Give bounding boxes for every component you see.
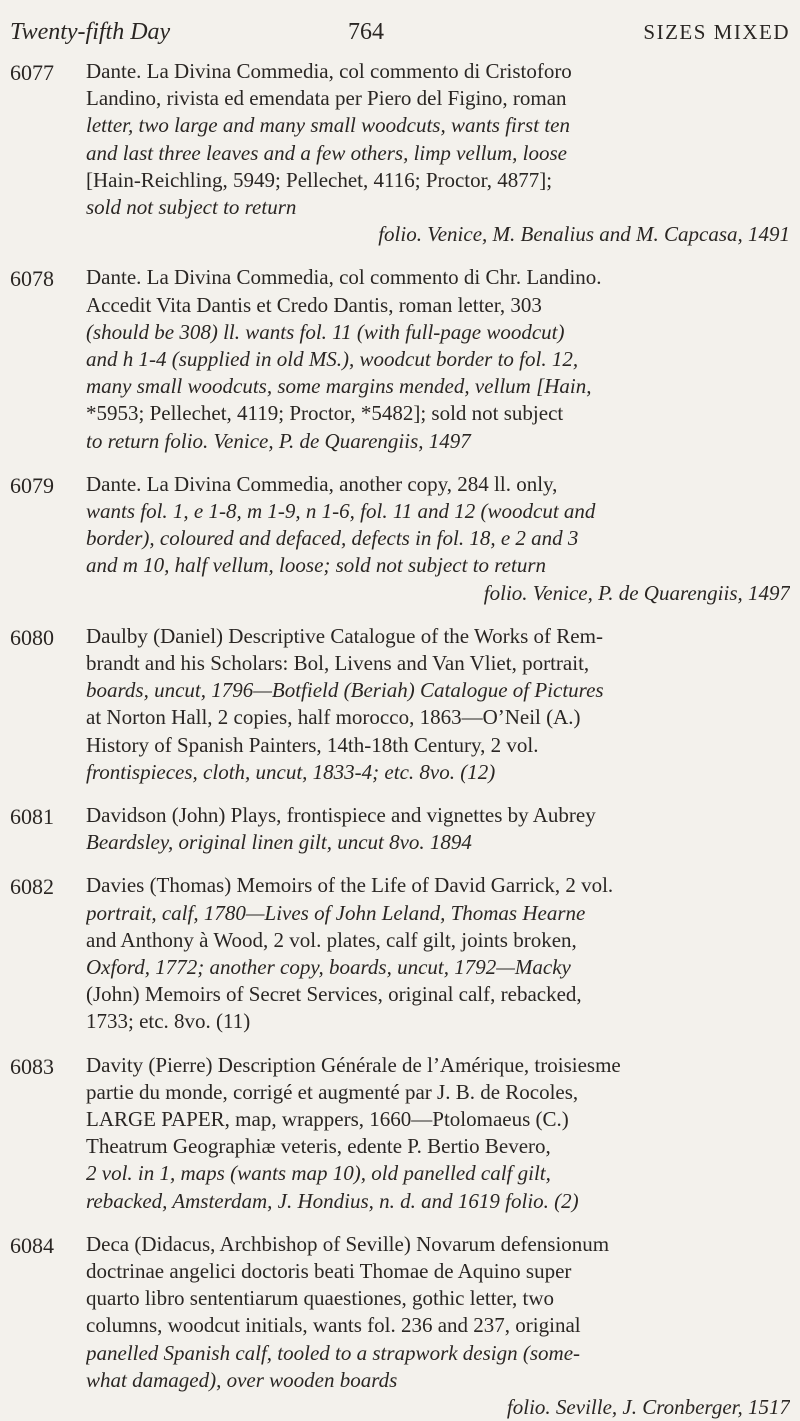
lot-line: and Anthony à Wood, 2 vol. plates, calf gilt, joints broken, <box>86 927 577 952</box>
lot-line: Beardsley, original linen gilt, uncut 8vo. 1894 <box>86 830 472 855</box>
lot-line: [Hain-Reichling, 5949; Pellechet, 4116; Proctor, 4877]; <box>86 167 553 192</box>
lot-line: and m 10, half vellum, loose; sold not subject to return <box>86 553 547 578</box>
lot-number: 6084 <box>10 1232 54 1258</box>
lot-line: and h 1-4 (supplied in old MS.), woodcut border to fol. 12, <box>86 347 579 371</box>
section-heading: SIZES MIXED <box>643 20 790 44</box>
lot-description <box>86 58 790 248</box>
lot-line: frontispieces, cloth, uncut, 1833-4; etc. 8vo. (12) <box>86 759 496 784</box>
lot-description <box>86 1231 790 1421</box>
lot-number: 6078 <box>10 266 54 292</box>
lot-number: 6082 <box>10 874 54 900</box>
lot-line: (John) Memoirs of Secret Services, original calf, rebacked, <box>86 982 582 1007</box>
lot-line: History of Spanish Painters, 14th-18th Century, 2 vol. <box>86 732 539 757</box>
lot-line: partie du monde, corrigé et augmenté par J. B. de Rocoles, <box>86 1079 579 1104</box>
day-heading: Twenty-fifth Day <box>10 19 171 45</box>
lot-description <box>86 802 790 856</box>
lot-number: 6079 <box>10 472 54 498</box>
lot-line: Daulby (Daniel) Descriptive Catalogue of the Works of Rem- <box>86 623 603 648</box>
lot-line: Dante. La Divina Commedia, col commento di Chr. Landino. <box>86 265 602 290</box>
lot-line: Accedit Vita Dantis et Credo Dantis, roman letter, 303 <box>86 292 542 317</box>
lot-line: wants fol. 1, e 1-8, m 1-9, n 1-6, fol. 11 and 12 (woodcut and <box>86 499 596 523</box>
lot-line: sold not subject to return <box>86 195 297 220</box>
lot-description <box>86 872 790 1035</box>
lot-line: doctrinae angelici doctoris beati Thomae de Aquino super <box>86 1259 572 1283</box>
lot-imprint: folio. Venice, P. de Quarengiis, 1497 <box>483 580 790 605</box>
lot-line: border), coloured and defaced, defects in fol. 18, e 2 and 3 <box>86 526 579 551</box>
lot-line: and last three leaves and a few others, limp vellum, loose <box>86 140 567 165</box>
lot-line: rebacked, Amsterdam, J. Hondius, n. d. and 1619 folio. (2) <box>86 1188 579 1213</box>
lot-imprint: folio. Venice, M. Benalius and M. Capcasa, 1491 <box>378 222 790 247</box>
lot-imprint: to return folio. Venice, P. de Quarengiis, 1497 <box>86 428 471 453</box>
lot-line: brandt and his Scholars: Bol, Livens and Van Vliet, portrait, <box>86 651 590 675</box>
lot-description <box>86 1052 790 1215</box>
lot-line: Deca (Didacus, Archbishop of Seville) Novarum defensionum <box>86 1231 610 1256</box>
lot-line: (should be 308) ll. wants fol. 11 (with full-page woodcut) <box>86 319 565 344</box>
lot-line: Davidson (John) Plays, frontispiece and vignettes by Aubrey <box>86 803 596 827</box>
page-number: 764 <box>348 19 384 45</box>
lot-description <box>86 623 790 786</box>
lot-imprint: folio. Seville, J. Cronberger, 1517 <box>506 1395 790 1420</box>
lot-line: letter, two large and many small woodcuts, wants first ten <box>86 113 570 138</box>
lot-line: Theatrum Geographiæ veteris, edente P. Bertio Bevero, <box>86 1134 551 1159</box>
lot-line: *5953; Pellechet, 4119; Proctor, *5482]; sold not subject <box>86 401 564 426</box>
lot-line: Davies (Thomas) Memoirs of the Life of David Garrick, 2 vol. <box>86 873 614 898</box>
lot-number: 6083 <box>10 1053 54 1079</box>
lot-line: Dante. La Divina Commedia, col commento di Cristoforo <box>86 59 572 83</box>
lot-line: Landino, rivista ed emendata per Piero del Figino, roman <box>86 86 567 111</box>
page-header <box>10 14 790 50</box>
lot-number: 6077 <box>10 60 54 85</box>
lot-line: 1733; etc. 8vo. (11) <box>86 1009 251 1034</box>
lot-line: boards, uncut, 1796—Botfield (Beriah) Catalogue of Pictures <box>86 678 604 703</box>
lot-line: columns, woodcut initials, wants fol. 236 and 237, original <box>86 1313 581 1338</box>
lot-number: 6081 <box>10 804 54 829</box>
lot-line: panelled Spanish calf, tooled to a strapwork design (some- <box>86 1340 581 1365</box>
lot-line: what damaged), over wooden boards <box>86 1367 398 1392</box>
lot-line: many small woodcuts, some margins mended, vellum [Hain, <box>86 374 592 399</box>
lot-line: 2 vol. in 1, maps (wants map 10), old panelled calf gilt, <box>86 1161 551 1186</box>
lot-line: quarto libro sententiarum quaestiones, gothic letter, two <box>86 1286 555 1311</box>
lot-number: 6080 <box>10 624 54 650</box>
lot-description <box>86 264 790 454</box>
lot-line: at Norton Hall, 2 copies, half morocco, 1863—O’Neil (A.) <box>86 705 581 730</box>
lot-line: portrait, calf, 1780—Lives of John Leland, Thomas Hearne <box>86 900 586 925</box>
lot-line: LARGE PAPER, map, wrappers, 1660—Ptolomaeus (C.) <box>86 1107 569 1131</box>
lot-line: Davity (Pierre) Description Générale de l’Amérique, troisiesme <box>86 1052 621 1077</box>
lot-line: Dante. La Divina Commedia, another copy, 284 ll. only, <box>86 471 558 496</box>
lot-line: Oxford, 1772; another copy, boards, uncut, 1792—Macky <box>86 955 571 979</box>
lot-description <box>86 471 790 607</box>
